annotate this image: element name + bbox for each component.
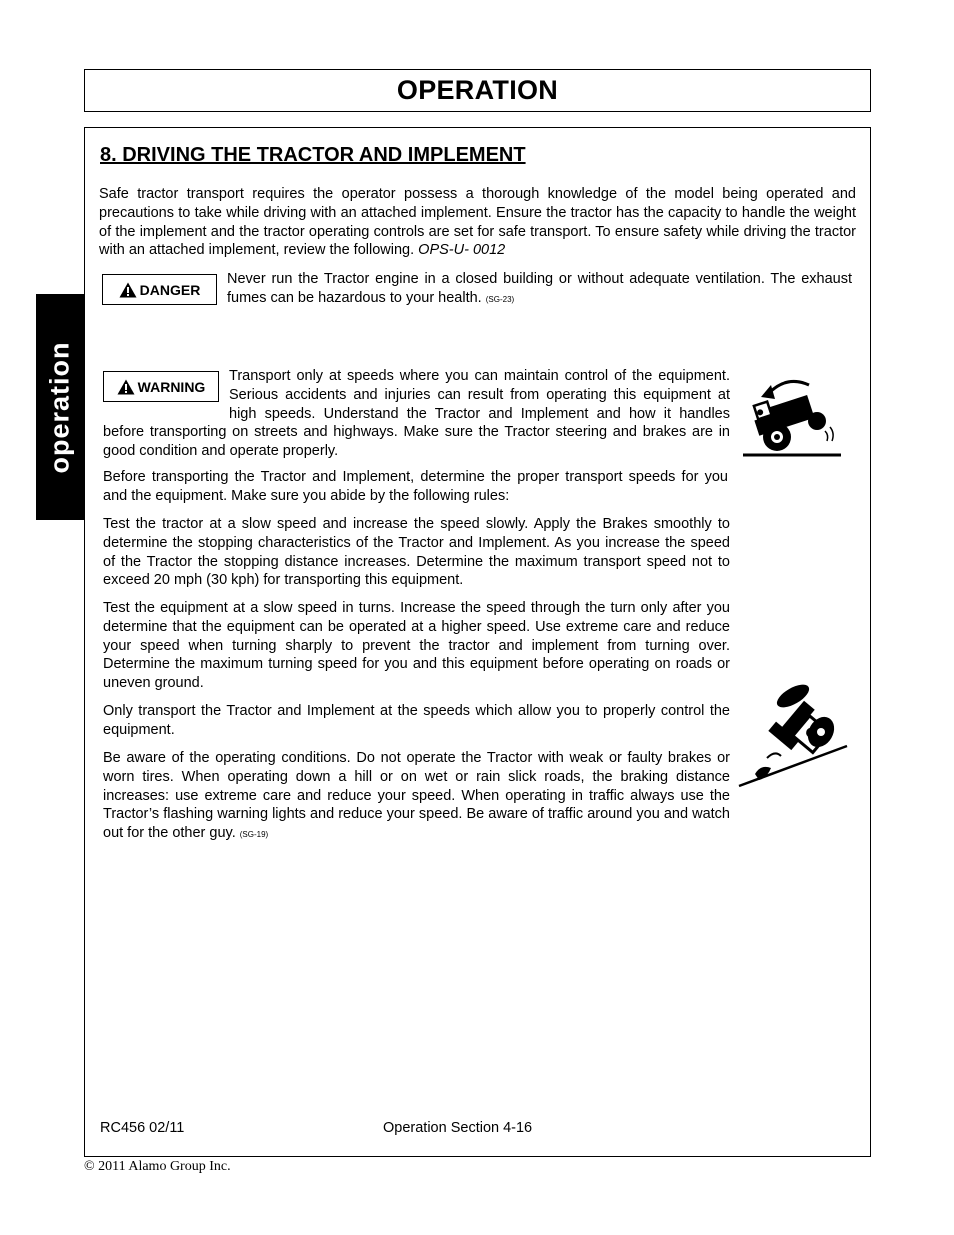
side-tab-label: operation (44, 340, 75, 474)
warning-label: WARNING (137, 378, 206, 395)
conditions-paragraph (103, 749, 730, 845)
copyright: © 2011 Alamo Group Inc. (84, 1159, 231, 1174)
danger-label: DANGER (139, 281, 201, 298)
conditions-text: Be aware of the operating conditions. Do not operate the Tractor with weak or faulty brakes or worn tires. When operating down a hill or on wet or rain slick roads, the braking distance increases: use extreme care and reduce your speed. When operating in traffic always use the Tractor’s flashing warning lights and reduce your speed. Be aware of traffic around you and watch out for the other guy. (103, 750, 730, 842)
stopping-paragraph: Test the tractor at a slow speed and increase the speed slowly. Apply the Brakes smoothly to determine the stopping characteristics of the Tractor and Implement. As you increase the speed of the Tractor the stopping distance increases. Determine the maximum transport speed not to exceed 20 mph (30 kph) for transporting this equipment. (103, 516, 730, 589)
page-header (84, 69, 871, 112)
warning-float-spacer (103, 367, 229, 423)
danger-sign (102, 274, 217, 305)
page-title: OPERATION (396, 75, 559, 105)
section-heading: 8. DRIVING THE TRACTOR AND IMPLEMENT (100, 144, 526, 166)
turning-paragraph: Test the equipment at a slow speed in turns. Increase the speed through the turn only after you determine that the equipment can be operated at a higher speed. Use extreme care and reduce your speed when turning sharply to prevent the tractor and implement from turning over. Determine the maximum turning speed for you and this equipment before operating on roads or uneven ground. (103, 600, 730, 692)
danger-ref: (SG-23) (485, 294, 515, 304)
warning-triangle-icon (119, 282, 137, 298)
footer-page: Operation Section 4-16 (383, 1120, 533, 1136)
tractor-rollover-icon (737, 684, 849, 790)
intro-ref: OPS-U- 0012 (418, 242, 506, 259)
danger-paragraph (227, 270, 852, 310)
content-box (84, 127, 871, 1157)
warning-paragraph (103, 367, 730, 461)
footer-model: RC456 02/11 (100, 1120, 185, 1136)
control-paragraph: Only transport the Tractor and Implement at the speeds which allow you to properly control the equipment. (103, 703, 730, 738)
danger-text: Never run the Tractor engine in a closed building or without adequate ventilation. The exhaust fumes can be hazardous to your health. (227, 271, 852, 306)
tractor-speed-icon (737, 373, 843, 459)
intro-text: Safe tractor transport requires the operator possess a thorough knowledge of the model being operated and precautions to take while driving with an attached implement. Ensure the tractor has the capacity to handle the weight of the implement and the tractor operating controls are set for safe transport. To ensure safety while driving the tractor with an attached implement, review the following. (99, 186, 856, 259)
warning-text: Transport only at speeds where you can maintain control of the equipment. Serious accidents and injuries can result from operating this equipment at high speeds. Understand the Tractor and Implement and how it handles before transporting on streets and highways. Make sure the Tractor steering and brakes are in good condition and operate properly. (103, 368, 730, 460)
conditions-ref: (SG-19) (239, 830, 269, 840)
side-tab (36, 294, 84, 520)
transport-speeds-paragraph: Before transporting the Tractor and Implement, determine the proper transport speeds for you and the equipment. Make sure you abide by the following rules: (103, 469, 728, 504)
intro-paragraph (99, 185, 856, 260)
